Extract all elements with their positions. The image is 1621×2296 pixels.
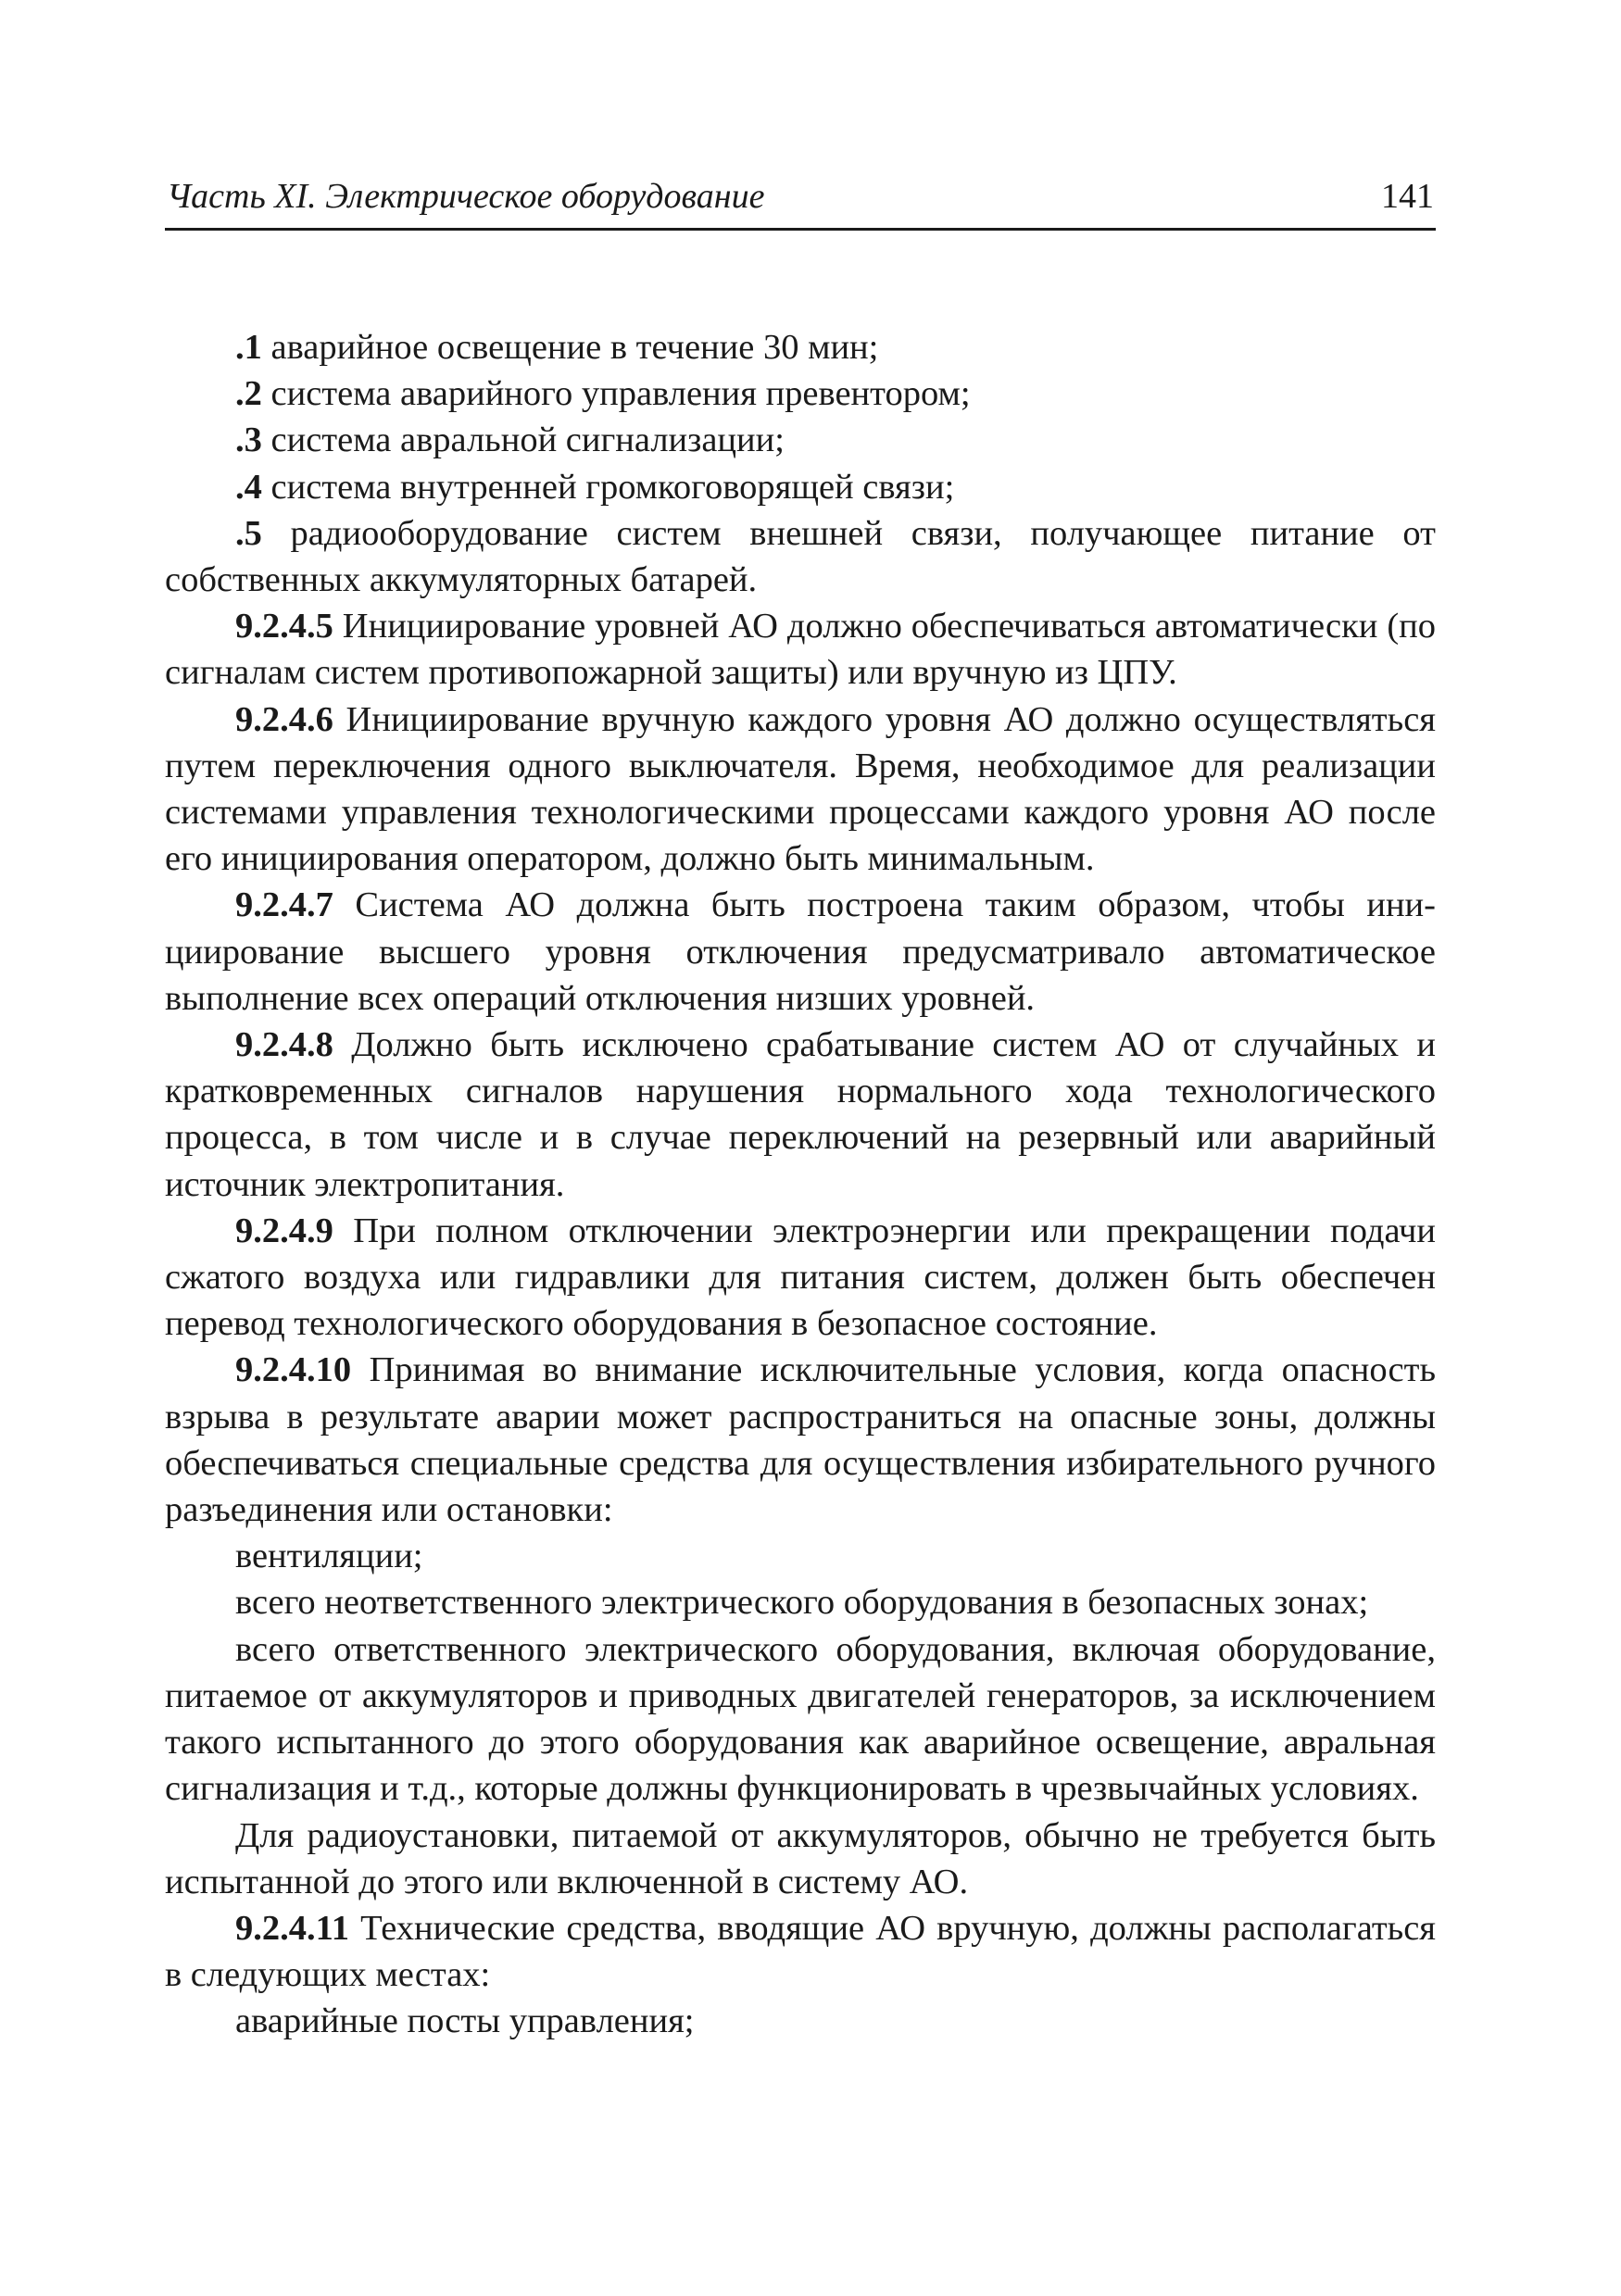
clause-paragraph xyxy=(165,603,1436,696)
item-text: система аварийного управления превентором; xyxy=(261,374,971,414)
sub-item-text: вентиляции; xyxy=(235,1537,423,1576)
item-number: .4 xyxy=(235,467,262,507)
clause-text: Инициирование уровней АО должно обеспечиваться автоматически (по сигналам систем противопожарной защиты) или вручную из ЦПУ. xyxy=(165,607,1436,693)
clause-paragraph xyxy=(165,696,1436,883)
plain-paragraph xyxy=(165,1813,1436,1905)
item-number: .3 xyxy=(235,420,262,460)
clause-paragraph xyxy=(165,1347,1436,1533)
item-number: .1 xyxy=(235,328,262,367)
body-text xyxy=(165,324,1436,2045)
clause-text: Инициирование вручную каждого уровня АО должно осуществляться путем переключения одного выключателя. Время, необходимое для реализации системами управления технологическими процессами каждого уровня АО после его инициирования оператором, должно быть минимальным. xyxy=(165,699,1436,879)
clause-number: 9.2.4.6 xyxy=(235,699,333,739)
sub-item-text: всего неответственного электрического оборудования в безопасных зонах; xyxy=(235,1583,1369,1623)
clause-text: Система АО должна быть построена таким образом, чтобы инициирование высшего уровня отключения предусматривало автоматическое выполнение всех операций отключения низших уровней. xyxy=(165,885,1436,1018)
list-item xyxy=(165,370,1436,417)
clause-paragraph xyxy=(165,1208,1436,1348)
clause-text: Должно быть исключено срабатывание систем АО от случайных и кратковременных сигналов нарушения нормального хода технологического процесса, в том числе и в случае переключений на резервный или аварийный источник электропитания. xyxy=(165,1025,1436,1204)
list-item xyxy=(165,510,1436,603)
list-item xyxy=(165,417,1436,463)
clause-number: 9.2.4.7 xyxy=(235,885,333,925)
clause-paragraph xyxy=(165,882,1436,1022)
clause-text: Принимая во внимание исключительные условия, когда опасность взрыва в результате аварии может распространиться на опасные зоны, должны обеспечиваться специальные средства для осуществления избирательного ручного разъединения или остановки: xyxy=(165,1350,1436,1530)
sub-item xyxy=(165,1998,1436,2044)
list-item xyxy=(165,464,1436,510)
header-title: Часть XI. Электрическое оборудование xyxy=(167,177,765,216)
clause-paragraph xyxy=(165,1022,1436,1208)
sub-item xyxy=(165,1533,1436,1579)
page-number: 141 xyxy=(1381,177,1434,216)
clause-number: 9.2.4.9 xyxy=(235,1211,333,1250)
document-page xyxy=(165,0,1436,2296)
running-header xyxy=(165,172,1436,231)
clause-number: 9.2.4.10 xyxy=(235,1350,352,1390)
clause-number: 9.2.4.11 xyxy=(235,1908,350,1948)
sub-item xyxy=(165,1626,1436,1813)
item-text: радиооборудование систем внешней связи, получающее питание от собственных аккумуляторных батарей. xyxy=(165,513,1436,600)
sub-item-text: аварийные посты управления; xyxy=(235,2001,695,2041)
item-text: аварийное освещение в течение 30 мин; xyxy=(261,328,879,367)
clause-text: Технические средства, вводящие АО вручную, должны располагаться в следующих местах: xyxy=(165,1908,1436,1995)
item-text: система внутренней громкоговорящей связи; xyxy=(261,467,955,507)
item-number: .2 xyxy=(235,374,262,414)
clause-text: При полном отключении электроэнергии или прекращении подачи сжатого воздуха или гидравлики для питания систем, должен быть обеспечен перевод технологического оборудования в безопасное состояние. xyxy=(165,1211,1436,1344)
sub-item-text: всего ответственного электрического оборудования, включая оборудование, питаемое от аккумуляторов и приводных двигателей генераторов, за исключением такого испытанного до этого оборудования как аварийное освещение, авральная сигнализация и т.д., которые должны функционировать в чрезвычайных условиях. xyxy=(165,1629,1436,1809)
clause-paragraph xyxy=(165,1905,1436,1998)
item-number: .5 xyxy=(235,513,262,553)
item-text: система авральной сигнализации; xyxy=(261,420,785,460)
clause-number: 9.2.4.8 xyxy=(235,1025,333,1065)
sub-item xyxy=(165,1579,1436,1625)
paragraph-text: Для радиоустановки, питаемой от аккумуляторов, обычно не требуется быть испытанной до этого или включенной в систему АО. xyxy=(165,1815,1436,1901)
clause-number: 9.2.4.5 xyxy=(235,607,333,646)
list-item xyxy=(165,324,1436,370)
